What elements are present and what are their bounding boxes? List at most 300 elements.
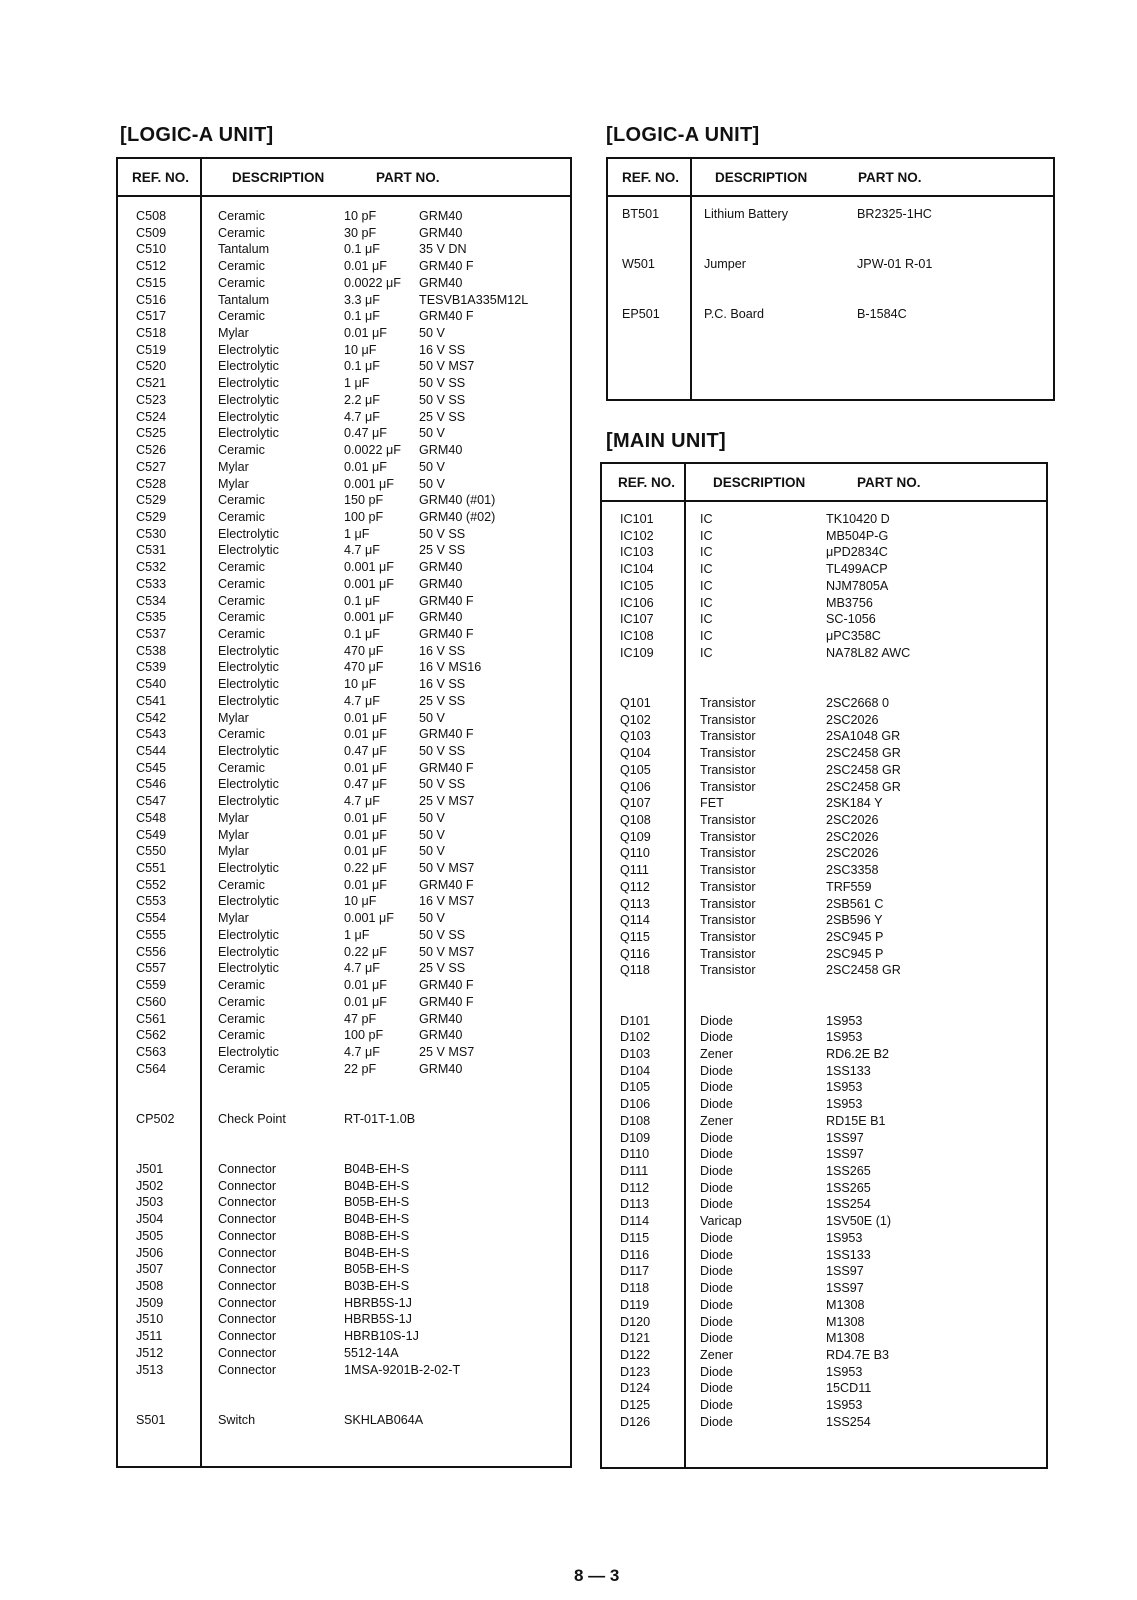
table-row	[602, 512, 1046, 529]
table-row	[602, 1381, 1046, 1398]
description-cell: Tantalum	[218, 242, 270, 257]
ref-no-cell: IC105	[620, 578, 654, 593]
ref-no-cell: Q104	[620, 746, 651, 761]
description-cell: IC	[700, 612, 713, 627]
table-row	[602, 1365, 1046, 1382]
description-cell: Diode	[700, 1147, 733, 1162]
table-row	[602, 746, 1046, 763]
part-no-cell: 50 V SS	[419, 526, 466, 541]
table-row	[602, 713, 1046, 730]
description-cell: Diode	[700, 1230, 733, 1245]
ref-no-cell: D125	[620, 1398, 651, 1413]
value-cell: 10 pF	[344, 209, 377, 223]
table-row	[118, 1162, 570, 1179]
part-no-cell: RD15E B1	[826, 1113, 886, 1128]
value-cell: B03B-EH-S	[344, 1279, 410, 1293]
value-cell: 0.01 μF	[344, 459, 387, 474]
ref-no-cell: C530	[136, 526, 167, 541]
ref-no-cell: Q113	[620, 896, 650, 911]
description-cell: Connector	[218, 1345, 277, 1360]
description-cell: Connector	[218, 1178, 277, 1193]
description-cell: Transistor	[700, 729, 756, 744]
ref-no-cell: C515	[136, 275, 167, 290]
value-cell: 1 μF	[344, 526, 370, 541]
table-row	[602, 997, 1046, 1014]
table-row	[602, 980, 1046, 997]
table-row	[602, 1147, 1046, 1164]
description-cell: Lithium Battery	[704, 207, 788, 221]
description-cell: Transistor	[700, 695, 756, 710]
value-cell: HBRB5S-1J	[344, 1295, 412, 1310]
part-no-cell: 1SS254	[826, 1197, 871, 1212]
description-cell: Jumper	[704, 257, 746, 272]
table-row	[602, 679, 1046, 696]
ref-no-cell: C539	[136, 660, 167, 675]
part-no-cell: GRM40 F	[419, 593, 474, 608]
ref-no-cell: J503	[136, 1195, 164, 1210]
ref-no-cell: C518	[136, 326, 167, 341]
ref-no-cell: D109	[620, 1130, 651, 1145]
table-row	[118, 343, 570, 360]
description-cell: Mylar	[218, 911, 249, 926]
part-no-cell: RD4.7E B3	[826, 1347, 889, 1362]
table-row	[608, 240, 1053, 257]
description-cell: Electrolytic	[218, 409, 279, 424]
value-cell: 10 μF	[344, 677, 377, 692]
part-no-cell: BR2325-1HC	[857, 207, 932, 221]
part-no-header: PART NO.	[376, 170, 440, 185]
ref-no-cell: D105	[620, 1080, 651, 1095]
table-row	[118, 1229, 570, 1246]
table-row	[602, 813, 1046, 830]
table-row	[118, 1095, 570, 1112]
table-row	[118, 861, 570, 878]
table-row	[118, 359, 570, 376]
part-no-cell: 16 V MS7	[419, 894, 475, 909]
table-row	[602, 1014, 1046, 1031]
ref-no-cell: Q114	[620, 913, 650, 928]
ref-no-cell: D126	[620, 1414, 651, 1429]
table-row	[602, 1047, 1046, 1064]
table-row	[602, 1298, 1046, 1315]
ref-no-cell: C519	[136, 342, 167, 357]
value-cell: 0.01 μF	[344, 727, 387, 742]
description-cell: Transistor	[700, 746, 756, 761]
part-no-cell: B-1584C	[857, 307, 907, 322]
description-cell: Electrolytic	[218, 944, 279, 959]
table-row	[608, 274, 1053, 291]
table-row	[602, 562, 1046, 579]
value-cell: 0.01 μF	[344, 844, 387, 859]
part-no-cell: 1S953	[826, 1097, 863, 1112]
table-row	[118, 727, 570, 744]
description-cell: Transistor	[700, 812, 756, 827]
ref-no-cell: J512	[136, 1345, 164, 1360]
value-cell: 0.001 μF	[344, 560, 394, 575]
ref-no-cell: D101	[620, 1013, 651, 1028]
value-cell: 0.47 μF	[344, 426, 387, 441]
description-cell: Electrolytic	[218, 794, 279, 809]
description-cell: IC	[700, 528, 713, 543]
table-row	[602, 880, 1046, 897]
value-cell: RT-01T-1.0B	[344, 1111, 416, 1126]
description-cell: Connector	[218, 1161, 277, 1176]
ref-no-cell: D124	[620, 1381, 651, 1396]
part-no-cell: 50 V SS	[419, 927, 466, 942]
description-cell: Mylar	[218, 476, 249, 491]
part-no-cell: GRM40	[419, 1011, 463, 1026]
logic-a-misc-rows	[608, 207, 1053, 324]
ref-no-cell: Q118	[620, 963, 650, 978]
part-no-cell: TRF559	[826, 879, 872, 894]
ref-no-cell: J504	[136, 1212, 164, 1227]
ref-no-cell: J508	[136, 1279, 164, 1293]
value-cell: 4.7 μF	[344, 409, 380, 424]
description-cell: Connector	[218, 1212, 277, 1227]
description-cell: IC	[700, 595, 713, 610]
table-row	[118, 894, 570, 911]
ref-no-cell: D112	[620, 1180, 650, 1195]
part-no-cell: 1SS97	[826, 1130, 864, 1145]
table-row	[602, 830, 1046, 847]
table-row	[118, 928, 570, 945]
part-no-cell: 50 V MS7	[419, 359, 475, 374]
value-cell: B04B-EH-S	[344, 1245, 410, 1260]
table-row	[118, 276, 570, 293]
value-cell: 100 pF	[344, 1028, 384, 1043]
part-no-cell: GRM40 F	[419, 978, 474, 993]
table-row	[602, 629, 1046, 646]
description-cell: Diode	[700, 1314, 733, 1329]
description-cell: Transistor	[700, 963, 756, 978]
part-no-cell: RD6.2E B2	[826, 1047, 889, 1061]
value-cell: 0.01 μF	[344, 710, 387, 725]
description-cell: Ceramic	[218, 626, 265, 641]
description-cell: Diode	[700, 1247, 733, 1262]
value-cell: 0.0022 μF	[344, 275, 401, 290]
part-no-cell: 1SS133	[826, 1247, 871, 1262]
part-no-cell: 1SS133	[826, 1063, 871, 1078]
part-no-cell: 2SC2458 GR	[826, 963, 901, 978]
value-cell: 0.001 μF	[344, 610, 394, 625]
part-no-cell: SC-1056	[826, 612, 876, 627]
part-no-cell: GRM40 F	[419, 760, 474, 775]
part-no-cell: 50 V SS	[419, 744, 466, 758]
part-no-cell: 2SC2026	[826, 712, 879, 727]
description-cell: Electrolytic	[218, 376, 279, 391]
ref-no-cell: D106	[620, 1097, 651, 1112]
value-cell: 3.3 μF	[344, 292, 380, 307]
description-cell: Connector	[218, 1245, 277, 1260]
ref-no-cell: D122	[620, 1347, 651, 1362]
description-cell: Ceramic	[218, 275, 265, 290]
ref-no-cell: C550	[136, 844, 167, 859]
description-cell: Ceramic	[218, 560, 265, 575]
value-cell: 4.7 μF	[344, 1044, 380, 1059]
ref-no-cell: C545	[136, 760, 167, 775]
description-cell: Ceramic	[218, 1061, 265, 1076]
ref-no-cell: CP502	[136, 1111, 175, 1126]
part-no-cell: JPW-01 R-01	[857, 257, 933, 272]
table-row	[602, 1097, 1046, 1114]
ref-no-cell: IC101	[620, 512, 654, 526]
description-cell: Ceramic	[218, 576, 265, 591]
table-row	[602, 1281, 1046, 1298]
right-top-section-title: [LOGIC-A UNIT]	[606, 124, 760, 146]
table-row	[602, 1114, 1046, 1131]
ref-no-cell: C541	[136, 693, 167, 708]
part-no-cell: 1SS265	[826, 1180, 871, 1195]
value-cell: 4.7 μF	[344, 961, 380, 976]
part-no-cell: 1SS97	[826, 1264, 864, 1279]
ref-no-cell: C510	[136, 242, 167, 257]
table-row	[118, 1212, 570, 1229]
part-no-cell: 1S953	[826, 1398, 863, 1413]
part-no-cell: GRM40	[419, 275, 463, 290]
value-cell: B04B-EH-S	[344, 1212, 410, 1227]
table-row	[118, 393, 570, 410]
table-row	[608, 290, 1053, 307]
table-row	[118, 1279, 570, 1296]
value-cell: HBRB10S-1J	[344, 1329, 419, 1344]
ref-no-cell: C527	[136, 459, 167, 474]
description-cell: Electrolytic	[218, 543, 279, 558]
table-row	[118, 259, 570, 276]
value-cell: B05B-EH-S	[344, 1195, 410, 1210]
value-cell: 0.1 μF	[344, 593, 380, 608]
table-row	[118, 209, 570, 226]
table-row	[602, 696, 1046, 713]
description-cell: Electrolytic	[218, 961, 279, 976]
part-no-cell: 2SC2026	[826, 829, 879, 844]
ref-no-cell: IC109	[620, 645, 654, 660]
ref-no-cell: IC107	[620, 612, 654, 627]
ref-no-cell: J511	[136, 1329, 163, 1344]
table-row	[118, 660, 570, 677]
value-cell: 2.2 μF	[344, 392, 380, 407]
value-cell: 30 pF	[344, 225, 377, 240]
ref-no-cell: C544	[136, 744, 167, 758]
ref-no-cell: J507	[136, 1262, 164, 1277]
ref-no-cell: D121	[620, 1331, 651, 1346]
part-no-cell: 50 V SS	[419, 376, 466, 391]
description-cell: Diode	[700, 1331, 733, 1346]
ref-no-cell: D113	[620, 1197, 650, 1212]
description-cell: Connector	[218, 1329, 277, 1344]
part-no-cell: NA78L82 AWC	[826, 645, 911, 660]
part-no-cell: M1308	[826, 1331, 865, 1346]
description-cell: Connector	[218, 1279, 277, 1293]
table-row	[608, 307, 1053, 324]
part-no-cell: GRM40	[419, 209, 463, 223]
value-cell: 1 μF	[344, 376, 370, 391]
description-cell: IC	[700, 545, 713, 560]
table-row	[118, 226, 570, 243]
description-cell: Diode	[700, 1381, 733, 1396]
logic-a-rows	[118, 209, 570, 1429]
value-cell: 0.01 μF	[344, 326, 387, 341]
value-cell: 4.7 μF	[344, 543, 380, 558]
table-row	[602, 1164, 1046, 1181]
ref-no-cell: J506	[136, 1245, 164, 1260]
part-no-cell: GRM40 F	[419, 877, 474, 892]
part-no-cell: 1SS265	[826, 1164, 871, 1179]
ref-no-cell: Q105	[620, 762, 651, 777]
table-row	[118, 1246, 570, 1263]
table-row	[118, 1312, 570, 1329]
ref-no-cell: C546	[136, 777, 167, 792]
ref-no-cell: IC103	[620, 545, 654, 560]
ref-no-cell: C508	[136, 209, 167, 223]
ref-no-cell: D102	[620, 1030, 651, 1045]
ref-no-cell: C547	[136, 794, 167, 809]
table-row	[118, 844, 570, 861]
description-cell: Transistor	[700, 846, 756, 861]
ref-no-cell: C548	[136, 810, 167, 825]
description-cell: Electrolytic	[218, 927, 279, 942]
part-no-cell: 2SC2458 GR	[826, 762, 901, 777]
description-cell: Ceramic	[218, 593, 265, 608]
table-row	[118, 510, 570, 527]
ref-no-cell: C557	[136, 961, 167, 976]
part-no-cell: TESVB1A335M12L	[419, 292, 529, 307]
part-no-cell: 1S953	[826, 1080, 863, 1095]
description-cell: IC	[700, 562, 713, 577]
ref-no-cell: J501	[136, 1161, 164, 1176]
table-row	[602, 545, 1046, 562]
part-no-cell: 2SC2668 0	[826, 695, 890, 710]
ref-no-cell: C535	[136, 610, 167, 625]
description-cell: Ceramic	[218, 877, 265, 892]
description-cell: Connector	[218, 1362, 277, 1377]
description-cell: Mylar	[218, 810, 249, 825]
description-cell: Zener	[700, 1047, 733, 1061]
description-cell: Ceramic	[218, 994, 265, 1009]
description-cell: Diode	[700, 1013, 733, 1028]
table-row	[602, 1181, 1046, 1198]
table-row	[602, 1131, 1046, 1148]
part-no-cell: 2SC3358	[826, 863, 879, 878]
table-row	[118, 961, 570, 978]
ref-no-header: REF. NO.	[132, 170, 190, 185]
part-no-header: PART NO.	[857, 475, 921, 490]
table-row	[118, 1379, 570, 1396]
table-row	[118, 811, 570, 828]
part-no-cell: 50 V SS	[419, 777, 466, 792]
table-row	[118, 460, 570, 477]
part-no-cell: 50 V	[419, 426, 445, 441]
part-no-cell: 1S953	[826, 1030, 863, 1045]
table-row	[118, 376, 570, 393]
description-cell: Connector	[218, 1195, 277, 1210]
part-no-cell: 50 V	[419, 844, 445, 859]
table-row	[118, 1195, 570, 1212]
part-no-cell: 2SB596 Y	[826, 913, 883, 928]
table-row	[602, 1315, 1046, 1332]
description-cell: Diode	[700, 1264, 733, 1279]
part-no-cell: GRM40	[419, 610, 463, 625]
part-no-cell: TK10420 D	[826, 512, 890, 526]
table-row	[118, 543, 570, 560]
value-cell: SKHLAB064A	[344, 1412, 424, 1427]
description-cell: Ceramic	[218, 610, 265, 625]
table-row	[118, 594, 570, 611]
ref-no-header: REF. NO.	[618, 475, 676, 490]
description-cell: Diode	[700, 1180, 733, 1195]
table-row	[118, 777, 570, 794]
table-row	[602, 947, 1046, 964]
ref-no-cell: C533	[136, 576, 167, 591]
ref-no-cell: C532	[136, 560, 167, 575]
table-row	[118, 1028, 570, 1045]
table-row	[118, 1062, 570, 1079]
table-row	[118, 560, 570, 577]
left-section-title: [LOGIC-A UNIT]	[120, 124, 274, 146]
value-cell: 4.7 μF	[344, 693, 380, 708]
table-row	[602, 1331, 1046, 1348]
ref-no-cell: D118	[620, 1281, 650, 1296]
ref-no-cell: Q115	[620, 929, 650, 944]
description-cell: Diode	[700, 1130, 733, 1145]
description-cell: Ceramic	[218, 309, 265, 324]
part-no-cell: 25 V SS	[419, 543, 466, 558]
ref-no-cell: C542	[136, 710, 167, 725]
part-no-cell: GRM40	[419, 560, 463, 575]
description-cell: Diode	[700, 1030, 733, 1045]
table-row	[118, 1329, 570, 1346]
table-row	[118, 577, 570, 594]
description-cell: FET	[700, 796, 724, 811]
ref-no-cell: C560	[136, 994, 167, 1009]
description-cell: IC	[700, 512, 713, 526]
ref-no-cell: J510	[136, 1312, 164, 1327]
part-no-cell: 16 V SS	[419, 677, 466, 692]
table-row	[602, 863, 1046, 880]
description-cell: Electrolytic	[218, 777, 279, 792]
part-no-cell: 2SK184 Y	[826, 796, 883, 811]
part-no-cell: 50 V	[419, 710, 445, 725]
ref-no-cell: Q107	[620, 796, 651, 811]
description-cell: IC	[700, 578, 713, 593]
table-row	[118, 610, 570, 627]
ref-no-cell: Q106	[620, 779, 651, 794]
description-cell: Diode	[700, 1164, 733, 1179]
description-cell: Transistor	[700, 929, 756, 944]
table-row	[118, 242, 570, 259]
table-row	[118, 493, 570, 510]
ref-no-cell: C512	[136, 259, 167, 274]
table-row	[602, 596, 1046, 613]
value-cell: 0.01 μF	[344, 994, 387, 1009]
ref-no-cell: C561	[136, 1011, 167, 1026]
value-cell: 0.1 μF	[344, 309, 380, 324]
part-no-cell: 1SS97	[826, 1281, 864, 1296]
description-cell: Diode	[700, 1097, 733, 1112]
value-cell: 0.0022 μF	[344, 443, 401, 458]
main-unit-parts-table	[600, 462, 1048, 1469]
part-no-cell: 1S953	[826, 1230, 863, 1245]
part-no-cell: μPD2834C	[826, 545, 888, 560]
value-cell: 470 μF	[344, 643, 384, 658]
table-row	[602, 662, 1046, 679]
table-header	[602, 464, 1046, 502]
ref-no-cell: C554	[136, 911, 167, 926]
part-no-cell: GRM40	[419, 576, 463, 591]
ref-no-cell: J509	[136, 1295, 164, 1310]
ref-no-cell: C556	[136, 944, 167, 959]
table-row	[602, 1214, 1046, 1231]
value-cell: 0.01 μF	[344, 877, 387, 892]
